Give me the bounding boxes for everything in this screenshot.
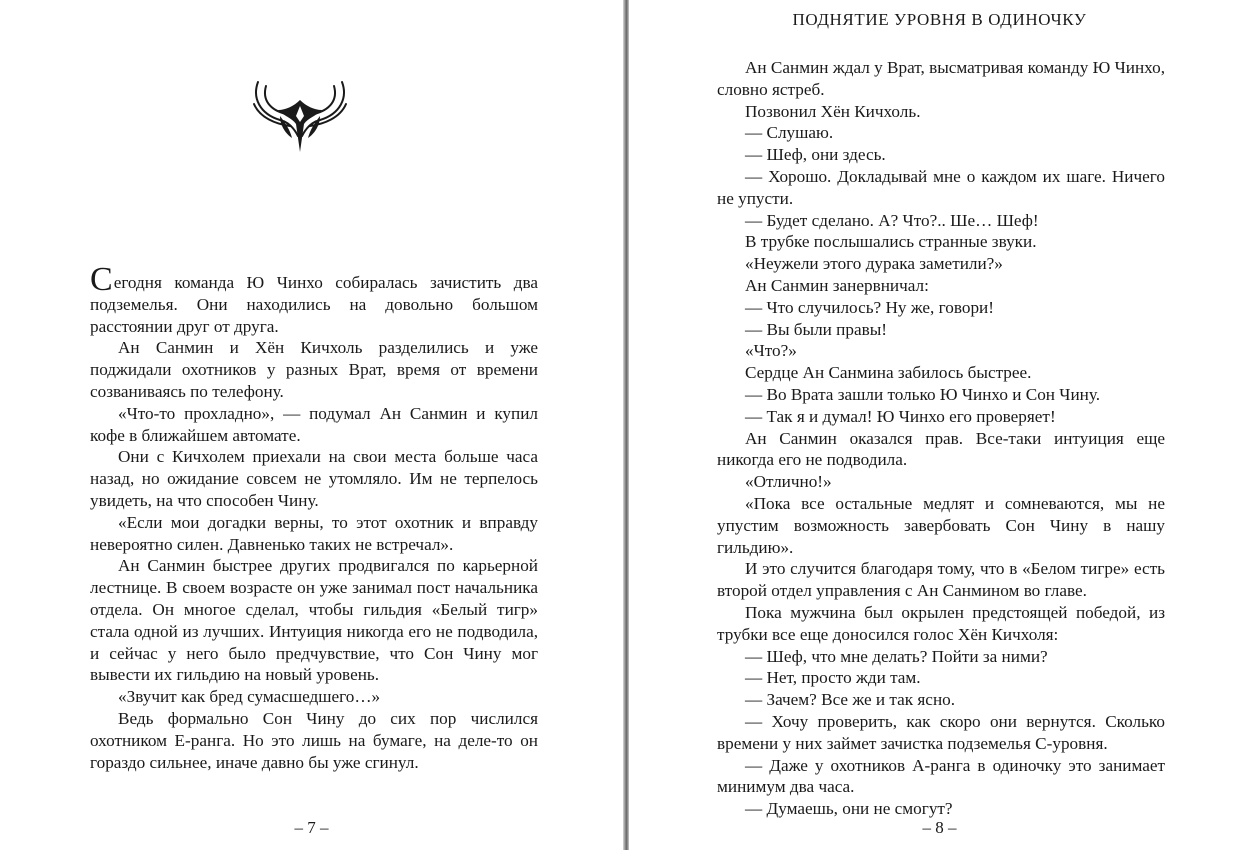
dialogue-line: — Слушаю.: [745, 123, 834, 143]
paragraph: Пока мужчина был окрылен предстоящей победой, из трубки все еще доносился голос Хён Кичхоля:: [717, 602, 1165, 644]
paragraph: Они с Кичхолем приехали на свои места больше часа назад, но ожидание совсем не утомляло. Им не терпелось увидеть, на что способен Чину.: [90, 447, 538, 510]
right-page-text: [717, 57, 1165, 820]
paragraph: Ан Санмин оказался прав. Все-таки интуиция еще никогда его не подводила.: [717, 428, 1165, 470]
paragraph: И это случится благодаря тому, что в «Белом тигре» есть второй отдел управления с Ан Санмином во главе.: [717, 559, 1165, 601]
dialogue-line: — Шеф, что мне делать? Пойти за ними?: [745, 646, 1048, 666]
opening-paragraph-text: егодня команда Ю Чинхо собиралась зачистить два подземелья. Они находились на довольно большом расстоянии друг от друга.: [90, 273, 538, 336]
paragraph: Ведь формально Сон Чину до сих пор числился охотником Е-ранга. Но это лишь на бумаге, на деле-то он гораздо сильнее, иначе давно бы уже сгинул.: [90, 708, 538, 772]
dialogue-line: — Будет сделано. А? Что?.. Ше… Шеф!: [745, 210, 1039, 230]
paragraph: Ан Санмин занервничал:: [745, 275, 929, 295]
paragraph: Позвонил Хён Кичхоль.: [745, 101, 921, 121]
dialogue-line: — Что случилось? Ну же, говори!: [745, 297, 994, 317]
dialogue-line: — Хочу проверить, как скоро они вернутся. Сколько времени у них займет зачистка подземелья С-уровня.: [717, 711, 1165, 753]
dialogue-line: — Даже у охотников А-ранга в одиночку это занимает минимум два часа.: [717, 755, 1165, 797]
right-page: [629, 0, 1250, 850]
winged-crest-icon: [250, 76, 350, 154]
paragraph: «Звучит как бред сумасшедшего…»: [118, 687, 381, 707]
paragraph: Ан Санмин быстрее других продвигался по карьерной лестнице. В своем возрасте он уже занимал пост начальника отдела. Он многое сделал, чтобы гильдия «Белый тигр» стала одной из лучших. Интуиция никогда его не подводила, и сейчас у него было предчувствие, что Сон Чину мог вывести их гильдию на новый уровень.: [90, 556, 538, 685]
page-number: – 7 –: [294, 818, 329, 837]
paragraph: «Что-то прохладно», — подумал Ан Санмин и купил кофе в ближайшем автомате.: [90, 403, 538, 445]
page-number: – 8 –: [922, 818, 957, 837]
dialogue-line: — Во Врата зашли только Ю Чинхо и Сон Чину.: [745, 384, 1101, 404]
paragraph: В трубке послышались странные звуки.: [745, 232, 1037, 252]
left-page-text: [90, 261, 538, 773]
paragraph: «Отлично!»: [745, 472, 832, 492]
dialogue-line: — Хорошо. Докладывай мне о каждом их шаге. Ничего не упусти.: [717, 166, 1165, 208]
paragraph: «Если мои догадки верны, то этот охотник и вправду невероятно силен. Давненько таких не встречал».: [90, 512, 538, 554]
dialogue-line: — Так я и думал! Ю Чинхо его проверяет!: [745, 406, 1056, 426]
paragraph: Ан Санмин ждал у Врат, высматривая команду Ю Чинхо, словно ястреб.: [717, 58, 1165, 99]
paragraph: «Неужели этого дурака заметили?»: [745, 254, 1003, 274]
paragraph: «Пока все остальные медлят и сомневаются, мы не упустим возможность завербовать Сон Чину в нашу гильдию».: [717, 493, 1165, 557]
dialogue-line: — Думаешь, они не смогут?: [745, 799, 953, 819]
drop-cap: С: [90, 261, 113, 298]
dialogue-line: — Нет, просто жди там.: [745, 668, 921, 688]
paragraph: «Что?»: [745, 341, 797, 361]
running-head: ПОДНЯТИЕ УРОВНЯ В ОДИНОЧКУ: [792, 10, 1087, 29]
dialogue-line: — Вы были правы!: [745, 319, 887, 339]
left-page: [0, 0, 623, 850]
dialogue-line: — Зачем? Все же и так ясно.: [745, 690, 956, 710]
paragraph: Сердце Ан Санмина забилось быстрее.: [745, 363, 1032, 383]
dialogue-line: — Шеф, они здесь.: [745, 145, 886, 165]
opening-paragraph: [90, 261, 538, 337]
paragraph: Ан Санмин и Хён Кичхоль разделились и уже поджидали охотников у разных Врат, время от времени созваниваясь по телефону.: [90, 338, 538, 401]
